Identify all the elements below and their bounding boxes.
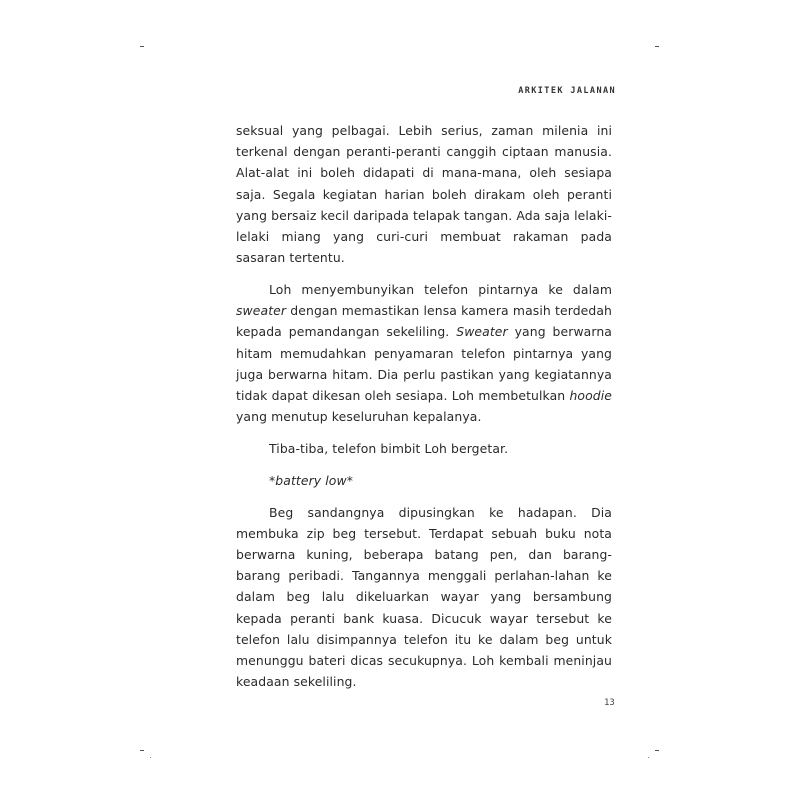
page-number: 13 xyxy=(604,698,615,708)
paragraph xyxy=(236,120,612,268)
text-run: Tiba-tiba, telefon bimbit Loh bergetar. xyxy=(269,441,509,457)
running-header-title: ARKITEK JALANAN xyxy=(518,86,616,96)
body-text xyxy=(236,120,612,692)
italic-text-run: *battery low* xyxy=(269,472,354,488)
text-run: Loh menyembunyikan telefon pintarnya ke dalam xyxy=(269,282,612,298)
italic-text-run: hoodie xyxy=(569,388,612,404)
italic-text-run: sweater xyxy=(236,303,287,319)
text-run: Beg sandangnya dipusingkan ke hadapan. Dia membuka zip beg tersebut. Terdapat sebuah buku nota berwarna kuning, beberapa batang pen, dan barang-barang peribadi. Tangannya menggali perlahan-lahan ke dalam beg lalu dikeluarkan wayar yang bersambung kepada peranti bank kuasa. Dicucuk wayar tersebut ke telefon lalu disimpannya telefon itu ke dalam beg untuk menunggu bateri dicas secukupnya. Loh kembali meninjau keadaan sekeliling. xyxy=(236,504,612,690)
paragraph xyxy=(236,438,612,459)
text-run: yang berwarna hitam memudahkan penyamaran telefon pintarnya yang juga berwarna hitam. Dia perlu pastikan yang kegiatannya tidak dapat dikesan oleh sesiapa. Loh membetulkan xyxy=(236,324,612,404)
crop-mark-top-left xyxy=(140,46,144,47)
crop-dot-bottom-left xyxy=(150,757,151,758)
crop-dot-bottom-right xyxy=(648,757,649,758)
paragraph xyxy=(236,470,612,491)
crop-mark-top-right xyxy=(655,46,659,47)
text-run: dengan memastikan lensa kamera masih terdedah kepada pemandangan sekeliling. xyxy=(236,303,612,340)
text-run: yang menutup keseluruhan kepalanya. xyxy=(236,409,482,425)
text-run: seksual yang pelbagai. Lebih serius, zaman milenia ini terkenal dengan peranti-peranti canggih ciptaan manusia. Alat-alat ini boleh didapati di mana-mana, oleh sesiapa saja. Segala kegiatan harian boleh dirakam oleh peranti yang bersaiz kecil daripada telapak tangan. Ada saja lelaki-lelaki miang yang curi-curi membuat rakaman pada sasaran tertentu. xyxy=(236,123,612,266)
paragraph xyxy=(236,502,612,693)
crop-mark-bottom-left xyxy=(140,750,144,751)
paragraph xyxy=(236,279,612,427)
crop-mark-bottom-right xyxy=(655,750,659,751)
italic-text-run: Sweater xyxy=(456,324,508,340)
